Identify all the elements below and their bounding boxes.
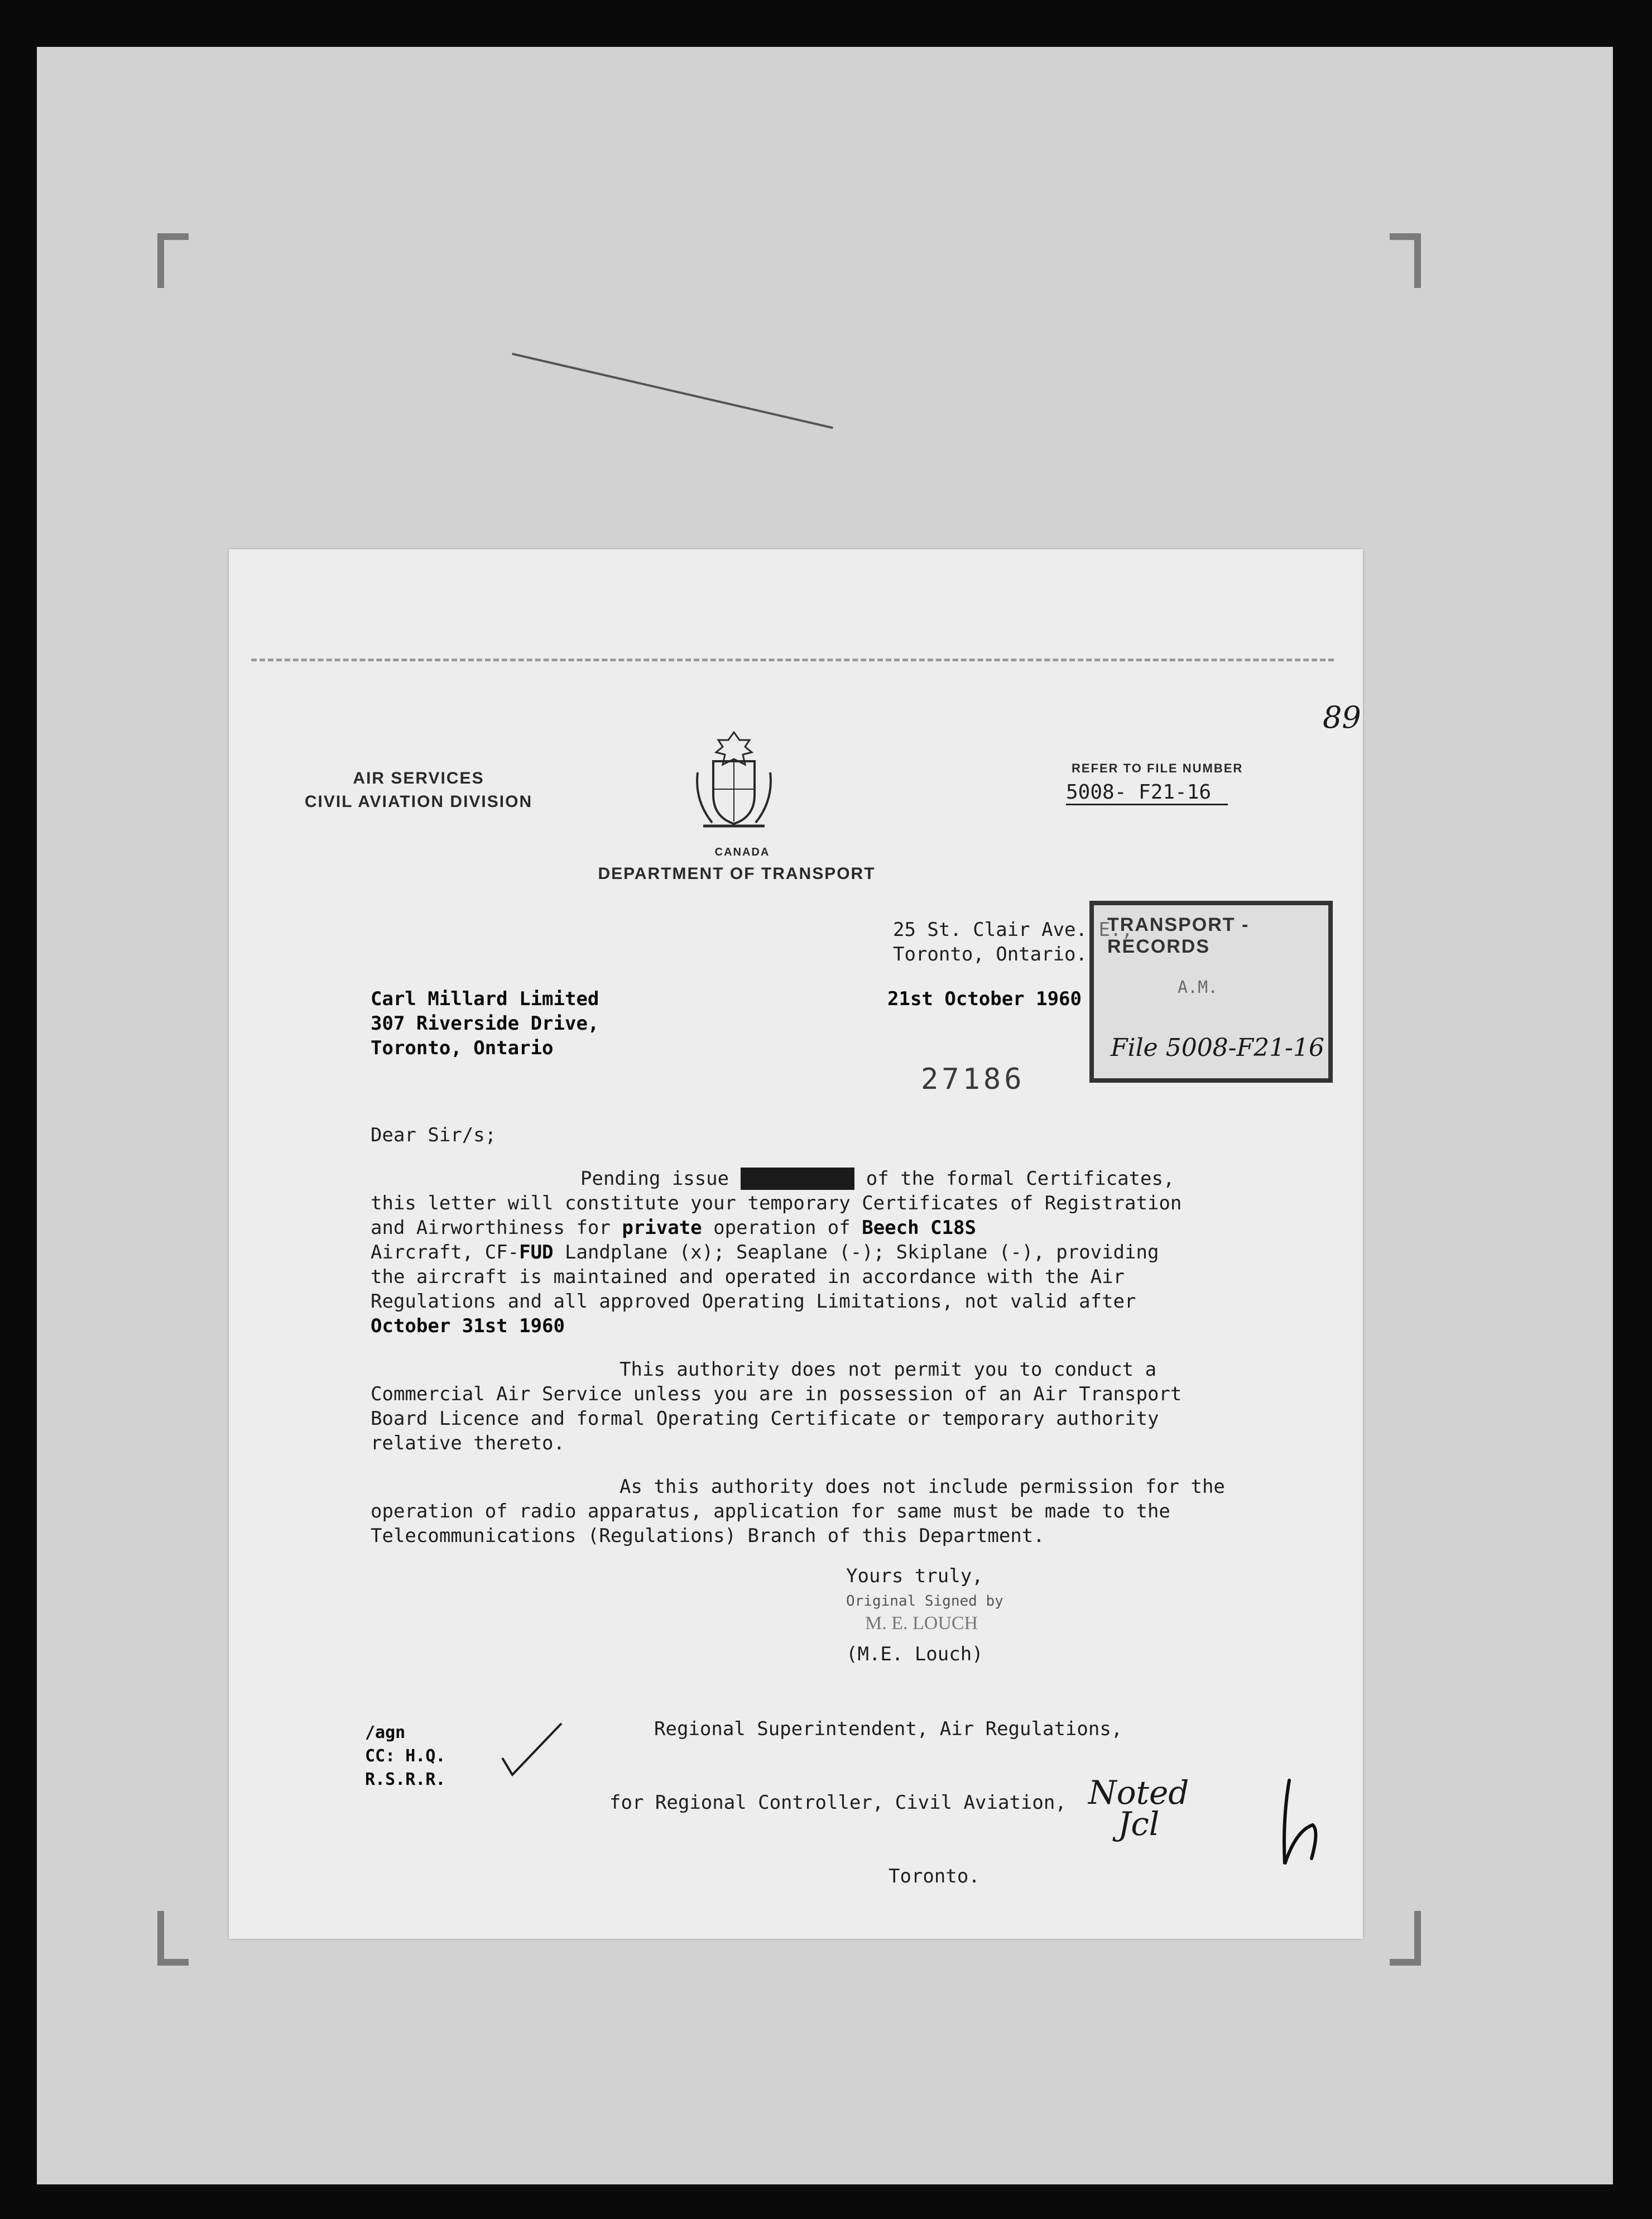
expiry-date: October 31st 1960	[371, 1315, 565, 1337]
paragraph-1-line-1	[580, 1166, 1174, 1191]
signer-title-line-1: Regional Superintendent, Air Regulations,	[654, 1718, 1123, 1740]
text-run: operation of	[702, 1217, 862, 1239]
paragraph-3-line-2: operation of radio apparatus, application for same must be made to the	[371, 1500, 1170, 1522]
perforation-edge	[251, 659, 1334, 661]
noted-annotation	[1088, 1774, 1189, 1843]
crop-mark-top-right	[1390, 233, 1421, 288]
coat-of-arms-icon	[692, 728, 776, 834]
cc-line-1: CC: H.Q.	[365, 1746, 446, 1766]
paragraph-1-line-5: the aircraft is maintained and operated in accordance with the Air	[371, 1266, 1125, 1288]
country-label: CANADA	[714, 846, 770, 858]
recipient-line-1: Carl Millard Limited	[371, 988, 599, 1010]
text-run: of the formal Certificates,	[854, 1168, 1175, 1190]
division-line-1: AIR SERVICES	[353, 769, 484, 787]
operation-type: private	[622, 1217, 702, 1239]
crop-mark-bottom-left	[157, 1911, 189, 1966]
text-run: Pending issue	[580, 1168, 741, 1190]
sender-street: 25 St. Clair Ave. E.,	[893, 919, 1133, 941]
crop-mark-bottom-right	[1390, 1911, 1421, 1966]
noted-text: Noted	[1088, 1774, 1189, 1812]
noted-initials: Jcl	[1118, 1805, 1160, 1843]
recipient-line-2: 307 Riverside Drive,	[371, 1012, 599, 1035]
received-stamp	[1089, 901, 1333, 1083]
paragraph-2-line-3: Board Licence and formal Operating Certificate or temporary authority	[371, 1408, 1159, 1430]
struck-out-word: xxxxxxxxxx	[740, 1168, 855, 1190]
department-title: DEPARTMENT OF TRANSPORT	[598, 864, 876, 883]
salutation: Dear Sir/s;	[371, 1124, 497, 1146]
paragraph-2-line-2: Commercial Air Service unless you are in possession of an Air Transport	[371, 1383, 1182, 1405]
reference-number: 27186	[921, 1063, 1025, 1096]
crop-mark-top-left	[157, 233, 189, 288]
signer-title	[609, 1668, 1123, 1938]
signer-title-line-2: for Regional Controller, Civil Aviation,	[609, 1791, 1067, 1814]
signature-stamp: M. E. LOUCH	[865, 1613, 978, 1634]
check-mark-icon	[498, 1719, 565, 1780]
paragraph-1-line-6: Regulations and all approved Operating Limitations, not valid after	[371, 1290, 1136, 1313]
file-ref-number: 5008- F21-16	[1066, 781, 1228, 805]
paragraph-3-line-3: Telecommunications (Regulations) Branch of this Department.	[371, 1525, 1045, 1547]
paragraph-3-line-1: As this authority does not include permission for the	[620, 1476, 1225, 1498]
paragraph-1-line-3	[371, 1216, 976, 1240]
letter-date: 21st October 1960	[887, 988, 1082, 1010]
recipient-address	[371, 987, 599, 1060]
typist-initials: /agn	[365, 1723, 406, 1742]
division-line-2: CIVIL AVIATION DIVISION	[304, 792, 533, 811]
text-run: Landplane (x); Seaplane (-); Skiplane (-), providing	[553, 1241, 1159, 1264]
cc-line-2: R.S.R.R.	[365, 1770, 446, 1789]
typist-and-cc	[365, 1721, 446, 1791]
signer-title-line-3: Toronto.	[889, 1865, 980, 1887]
letter-page	[229, 549, 1363, 1939]
paragraph-2-line-4: relative thereto.	[371, 1432, 565, 1454]
closing: Yours truly,	[846, 1565, 983, 1587]
signer-name: (M.E. Louch)	[846, 1643, 983, 1665]
sender-city: Toronto, Ontario.	[893, 943, 1087, 966]
aircraft-registration: FUD	[519, 1241, 554, 1264]
paragraph-1-line-2: this letter will constitute your temporary Certificates of Registration	[371, 1192, 1182, 1214]
aircraft-type: Beech C18S	[862, 1217, 976, 1239]
text-run: Aircraft, CF-	[371, 1241, 520, 1264]
text-run: and Airworthiness for	[371, 1217, 622, 1239]
paragraph-1-line-4	[371, 1240, 1159, 1265]
division-heading	[290, 767, 547, 814]
file-ref-label: REFER TO FILE NUMBER	[1072, 761, 1243, 775]
stamp-title: TRANSPORT - RECORDS	[1107, 914, 1250, 957]
page-number: 89	[1323, 700, 1361, 735]
signed-note: Original Signed by	[846, 1593, 1003, 1610]
stamp-time: A.M.	[1178, 978, 1218, 997]
paragraph-2-line-1: This authority does not permit you to conduct a	[620, 1358, 1157, 1381]
stamp-file-number: File 5008-F21-16	[1111, 1034, 1324, 1062]
recipient-line-3: Toronto, Ontario	[371, 1037, 554, 1059]
handwritten-initial-icon	[1272, 1775, 1323, 1870]
